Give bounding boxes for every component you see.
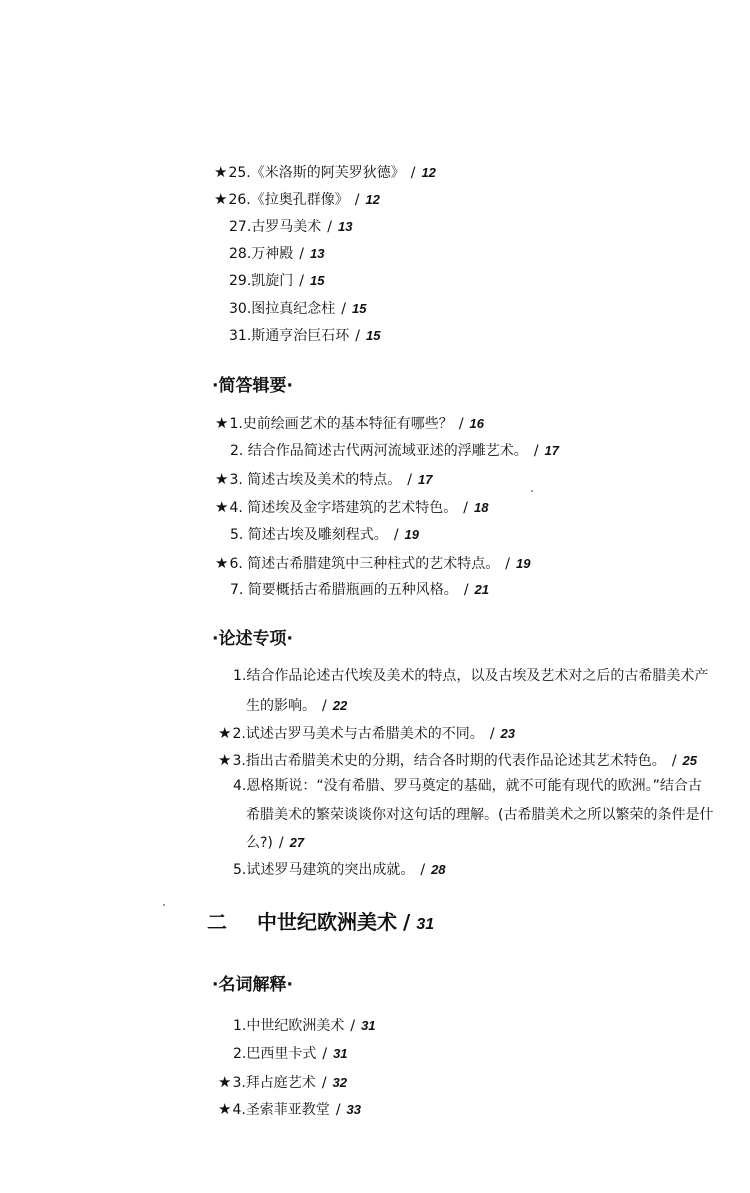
entry-title: 4.恩格斯说：“没有希腊、罗马奠定的基础，就不可能有现代的欧洲。”结合古 xyxy=(233,778,702,794)
page-separator: / xyxy=(407,472,412,488)
page-number: 27 xyxy=(289,835,305,850)
page-separator: / xyxy=(458,416,464,432)
page-separator: / xyxy=(299,246,304,262)
star-icon: ★ xyxy=(215,470,229,488)
page-number: 22 xyxy=(332,698,348,713)
page-number: 17 xyxy=(417,472,433,487)
page-separator: / xyxy=(299,273,304,289)
page-number: 25 xyxy=(682,753,697,768)
page-number: 18 xyxy=(473,500,489,515)
entry-title: 4. 简述埃及金字塔建筑的艺术特色。 xyxy=(229,500,458,516)
page-separator: / xyxy=(322,698,327,714)
page-separator: / xyxy=(354,192,360,208)
toc-entry xyxy=(229,245,324,263)
page-number: 19 xyxy=(515,556,531,571)
page-number: 23 xyxy=(500,726,515,741)
entry-title: 6. 简述古希腊建筑中三种柱式的艺术特点。 xyxy=(229,556,500,572)
star-icon: ★ xyxy=(214,190,228,208)
entry-title: 26.《拉奥孔群像》 xyxy=(228,192,349,208)
toc-entry xyxy=(230,442,559,460)
toc-entry-line xyxy=(246,697,347,715)
chapter-heading xyxy=(207,906,434,935)
page-number: 12 xyxy=(365,192,380,207)
page-separator: / xyxy=(278,835,284,851)
entry-title: 7. 简要概括古希腊瓶画的五种风格。 xyxy=(230,582,458,598)
toc-entry-line xyxy=(246,806,713,824)
entry-title: 27.古罗马美术 xyxy=(229,219,322,235)
toc-entry xyxy=(233,1017,376,1035)
page-number: 15 xyxy=(309,273,325,288)
page-separator: / xyxy=(393,527,399,543)
page-number: 28 xyxy=(431,862,446,877)
scan-speck xyxy=(531,490,533,492)
entry-title: 5.试述罗马建筑的突出成就。 xyxy=(233,862,415,878)
toc-entry xyxy=(218,751,697,770)
page-separator: / xyxy=(350,1018,356,1034)
toc-entry-line xyxy=(233,777,702,795)
entry-title: 2.试述古罗马美术与古希腊美术的不同。 xyxy=(232,726,484,742)
star-icon: ★ xyxy=(215,554,229,572)
toc-entry xyxy=(215,554,530,573)
page-number: 12 xyxy=(421,165,436,180)
toc-entry xyxy=(215,498,488,517)
toc-entry xyxy=(218,724,515,743)
star-icon: ★ xyxy=(218,1100,232,1118)
star-icon: ★ xyxy=(215,498,229,516)
entry-title-continued: 生的影响。 xyxy=(246,698,316,714)
page-number: 15 xyxy=(365,328,381,343)
toc-entry xyxy=(215,414,484,433)
entry-title: 2.巴西里卡式 xyxy=(233,1046,317,1062)
entry-title: 30.图拉真纪念柱 xyxy=(229,301,336,317)
entry-title: 1.中世纪欧洲美术 xyxy=(233,1018,345,1034)
toc-entry xyxy=(218,1073,347,1092)
page-separator: / xyxy=(420,862,426,878)
toc-entry xyxy=(214,163,436,182)
page-number: 21 xyxy=(474,582,489,597)
entry-title: 31.斯通亨治巨石环 xyxy=(229,328,350,344)
entry-title: 5. 简述古埃及雕刻程式。 xyxy=(230,527,388,543)
section-heading: ·简答辑要· xyxy=(212,376,293,396)
page-number: 31 xyxy=(361,1018,376,1033)
page-number: 17 xyxy=(544,443,559,458)
toc-entry xyxy=(230,581,489,599)
star-icon: ★ xyxy=(214,163,228,181)
page-number: 13 xyxy=(337,219,353,234)
section-heading: ·论述专项· xyxy=(212,629,293,649)
page-separator: / xyxy=(341,301,346,317)
toc-entry xyxy=(218,1100,361,1119)
page-separator: / xyxy=(533,443,539,459)
toc-entry xyxy=(230,526,419,544)
entry-title: 1.结合作品论述古代埃及美术的特点，以及古埃及艺术对之后的古希腊美术产 xyxy=(233,668,709,684)
toc-entry-line xyxy=(246,834,304,852)
page-number: 33 xyxy=(346,1102,361,1117)
page-number: 16 xyxy=(469,416,484,431)
entry-title: 28.万神殿 xyxy=(229,246,294,262)
page-number: 19 xyxy=(404,527,419,542)
toc-entry-line xyxy=(233,667,708,685)
page-number: 31 xyxy=(333,1046,348,1061)
toc-entry xyxy=(214,190,380,209)
page-separator: / xyxy=(489,726,495,742)
chapter-title: 中世纪欧洲美术 xyxy=(257,910,397,934)
page-separator: / xyxy=(463,582,469,598)
entry-title: 25.《米洛斯的阿芙罗狄德》 xyxy=(228,165,405,181)
toc-entry xyxy=(233,1045,348,1063)
toc-entry xyxy=(233,861,446,879)
toc-entry xyxy=(229,218,352,236)
page-separator: / xyxy=(355,328,360,344)
scan-speck xyxy=(163,904,165,906)
entry-title: 3.拜占庭艺术 xyxy=(232,1075,316,1091)
entry-title: 29.凯旋门 xyxy=(229,273,294,289)
entry-title: 2. 结合作品简述古代两河流域亚述的浮雕艺术。 xyxy=(230,443,528,459)
entry-title: 3. 简述古埃及美术的特点。 xyxy=(229,472,402,488)
toc-entry xyxy=(229,300,366,318)
page-separator: / xyxy=(327,219,332,235)
entry-title: 4.圣索菲亚教堂 xyxy=(232,1102,330,1118)
page-number: 31 xyxy=(416,916,435,933)
page-separator: / xyxy=(463,500,468,516)
star-icon: ★ xyxy=(218,751,232,769)
toc-entry xyxy=(229,272,324,290)
star-icon: ★ xyxy=(218,1073,232,1091)
page-number: 15 xyxy=(351,301,367,316)
page-number: 32 xyxy=(332,1075,347,1090)
toc-entry xyxy=(215,470,432,489)
page-separator: / xyxy=(410,165,416,181)
star-icon: ★ xyxy=(218,724,232,742)
entry-title: 1.史前绘画艺术的基本特征有哪些？ xyxy=(229,416,453,432)
page-separator: / xyxy=(403,910,411,934)
page-separator: / xyxy=(671,753,677,769)
page-separator: / xyxy=(321,1075,327,1091)
page-separator: / xyxy=(505,556,510,572)
page-number: 13 xyxy=(309,246,325,261)
toc-entry xyxy=(229,327,380,345)
section-heading: ·名词解释· xyxy=(212,975,293,995)
entry-title: 3.指出古希腊美术史的分期，结合各时期的代表作品论述其艺术特色。 xyxy=(232,753,666,769)
page-separator: / xyxy=(335,1102,341,1118)
chapter-number: 二 xyxy=(207,910,227,934)
entry-title-continued: 希腊美术的繁荣谈谈你对这句话的理解。(古希腊美术之所以繁荣的条件是什 xyxy=(246,807,714,823)
page-separator: / xyxy=(322,1046,328,1062)
star-icon: ★ xyxy=(215,414,229,432)
entry-title-continued: 么?) xyxy=(246,835,273,851)
